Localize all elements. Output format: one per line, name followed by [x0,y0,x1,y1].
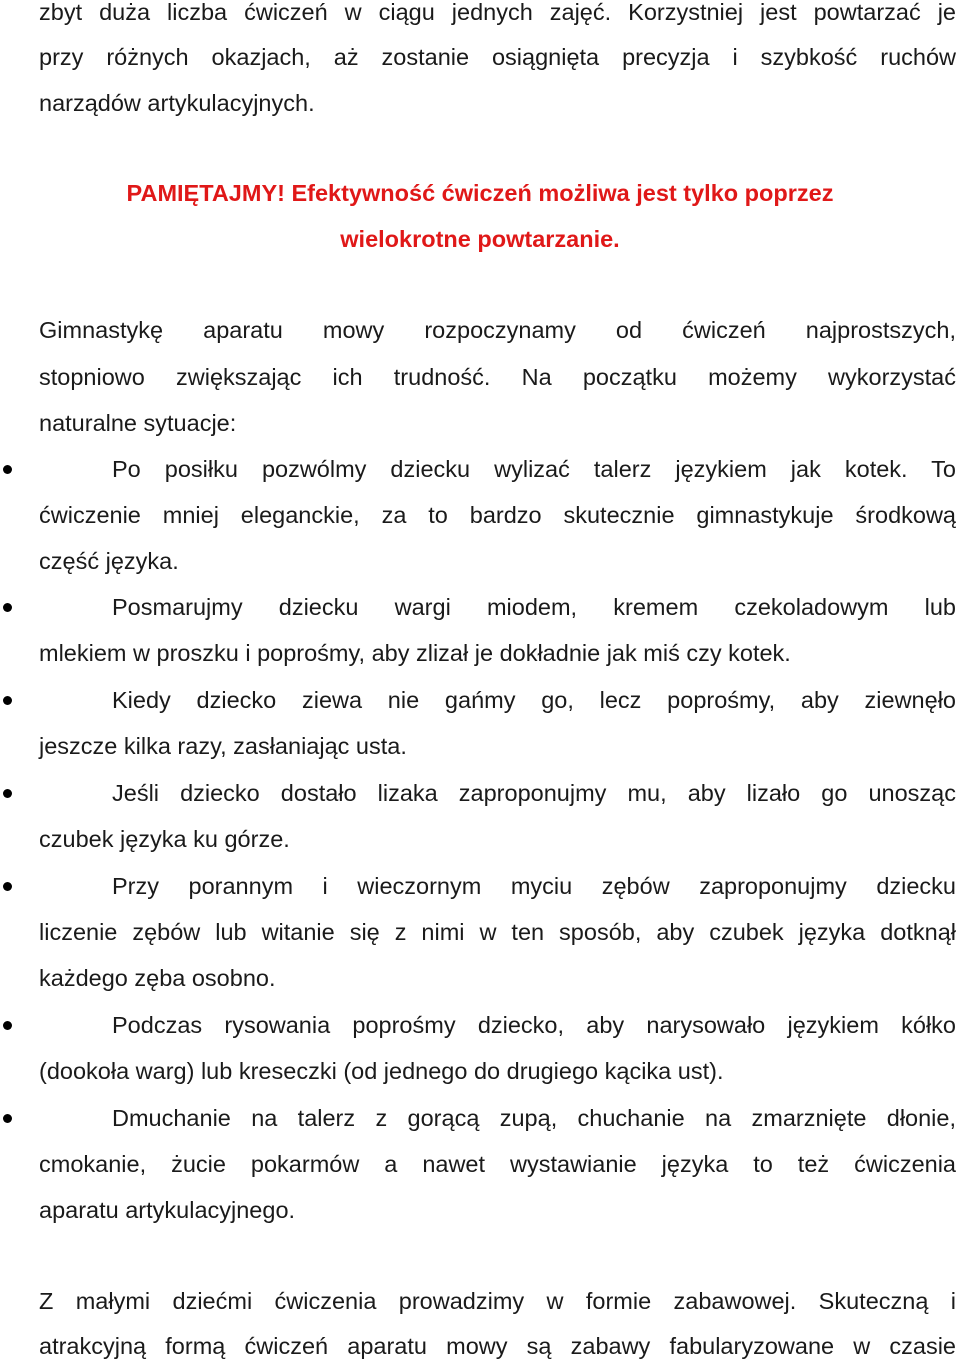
bullet-line: ćwiczenie mniej eleganckie, za to bardzo skutecznie gimnastykuje środkową [39,502,956,528]
bullet-first-line: Kiedy dziecko ziewa nie gańmy go, lecz poprośmy, aby ziewnęło [112,687,956,713]
closing-line: atrakcyjną formą ćwiczeń aparatu mowy są zabawy fabularyzowane w czasie [39,1333,956,1359]
notice-line: wielokrotne powtarzanie. [340,226,620,252]
bullet-line: cmokanie, żucie pokarmów a nawet wystawianie języka to też ćwiczenia [39,1151,956,1177]
intro-line: narządów artykulacyjnych. [39,90,315,116]
notice-line: PAMIĘTAJMY! Efektywność ćwiczeń możliwa jest tylko poprzez [126,180,834,206]
bullet-first-line: Po posiłku pozwólmy dziecku wylizać talerz językiem jak kotek. To [112,456,956,482]
bullet-first-line: Jeśli dziecko dostało lizaka zaproponujmy mu, aby lizało go unosząc [112,780,956,806]
bullet-icon [3,882,12,891]
bullet-line: liczenie zębów lub witanie się z nimi w ten sposób, aby czubek języka dotknął [39,919,956,945]
bullet-line: część języka. [39,548,179,574]
bullet-icon [3,603,12,612]
bullet-line: (dookoła warg) lub kreseczki (od jednego do drugiego kącika ust). [39,1058,724,1084]
bullet-first-line: Dmuchanie na talerz z gorącą zupą, chuchanie na zmarznięte dłonie, [112,1105,956,1131]
bullet-icon [3,696,12,705]
closing-line: Z małymi dziećmi ćwiczenia prowadzimy w formie zabawowej. Skuteczną i [39,1288,956,1314]
paragraph-line: Gimnastykę aparatu mowy rozpoczynamy od ćwiczeń najprostszych, [39,317,956,343]
paragraph-line: stopniowo zwiększając ich trudność. Na początku możemy wykorzystać [39,364,956,390]
bullet-icon [3,1114,12,1123]
bullet-first-line: Przy porannym i wieczornym myciu zębów zaproponujmy dziecku [112,873,956,899]
bullet-first-line: Podczas rysowania poprośmy dziecko, aby narysowało językiem kółko [112,1012,956,1038]
bullet-line: jeszcze kilka razy, zasłaniając usta. [39,733,407,759]
bullet-first-line: Posmarujmy dziecku wargi miodem, kremem czekoladowym lub [112,594,956,620]
bullet-icon [3,1021,12,1030]
paragraph-line: naturalne sytuacje: [39,410,237,436]
bullet-icon [3,789,12,798]
bullet-line: mlekiem w proszku i poprośmy, aby zlizał je dokładnie jak miś czy kotek. [39,640,791,666]
bullet-line: czubek języka ku górze. [39,826,290,852]
bullet-line: każdego zęba osobno. [39,965,276,991]
intro-line: przy różnych okazjach, aż zostanie osiągnięta precyzja i szybkość ruchów [39,44,956,70]
bullet-icon [3,465,12,474]
intro-line: zbyt duża liczba ćwiczeń w ciągu jednych zajęć. Korzystniej jest powtarzać je [39,0,956,25]
bullet-line: aparatu artykulacyjnego. [39,1197,296,1223]
